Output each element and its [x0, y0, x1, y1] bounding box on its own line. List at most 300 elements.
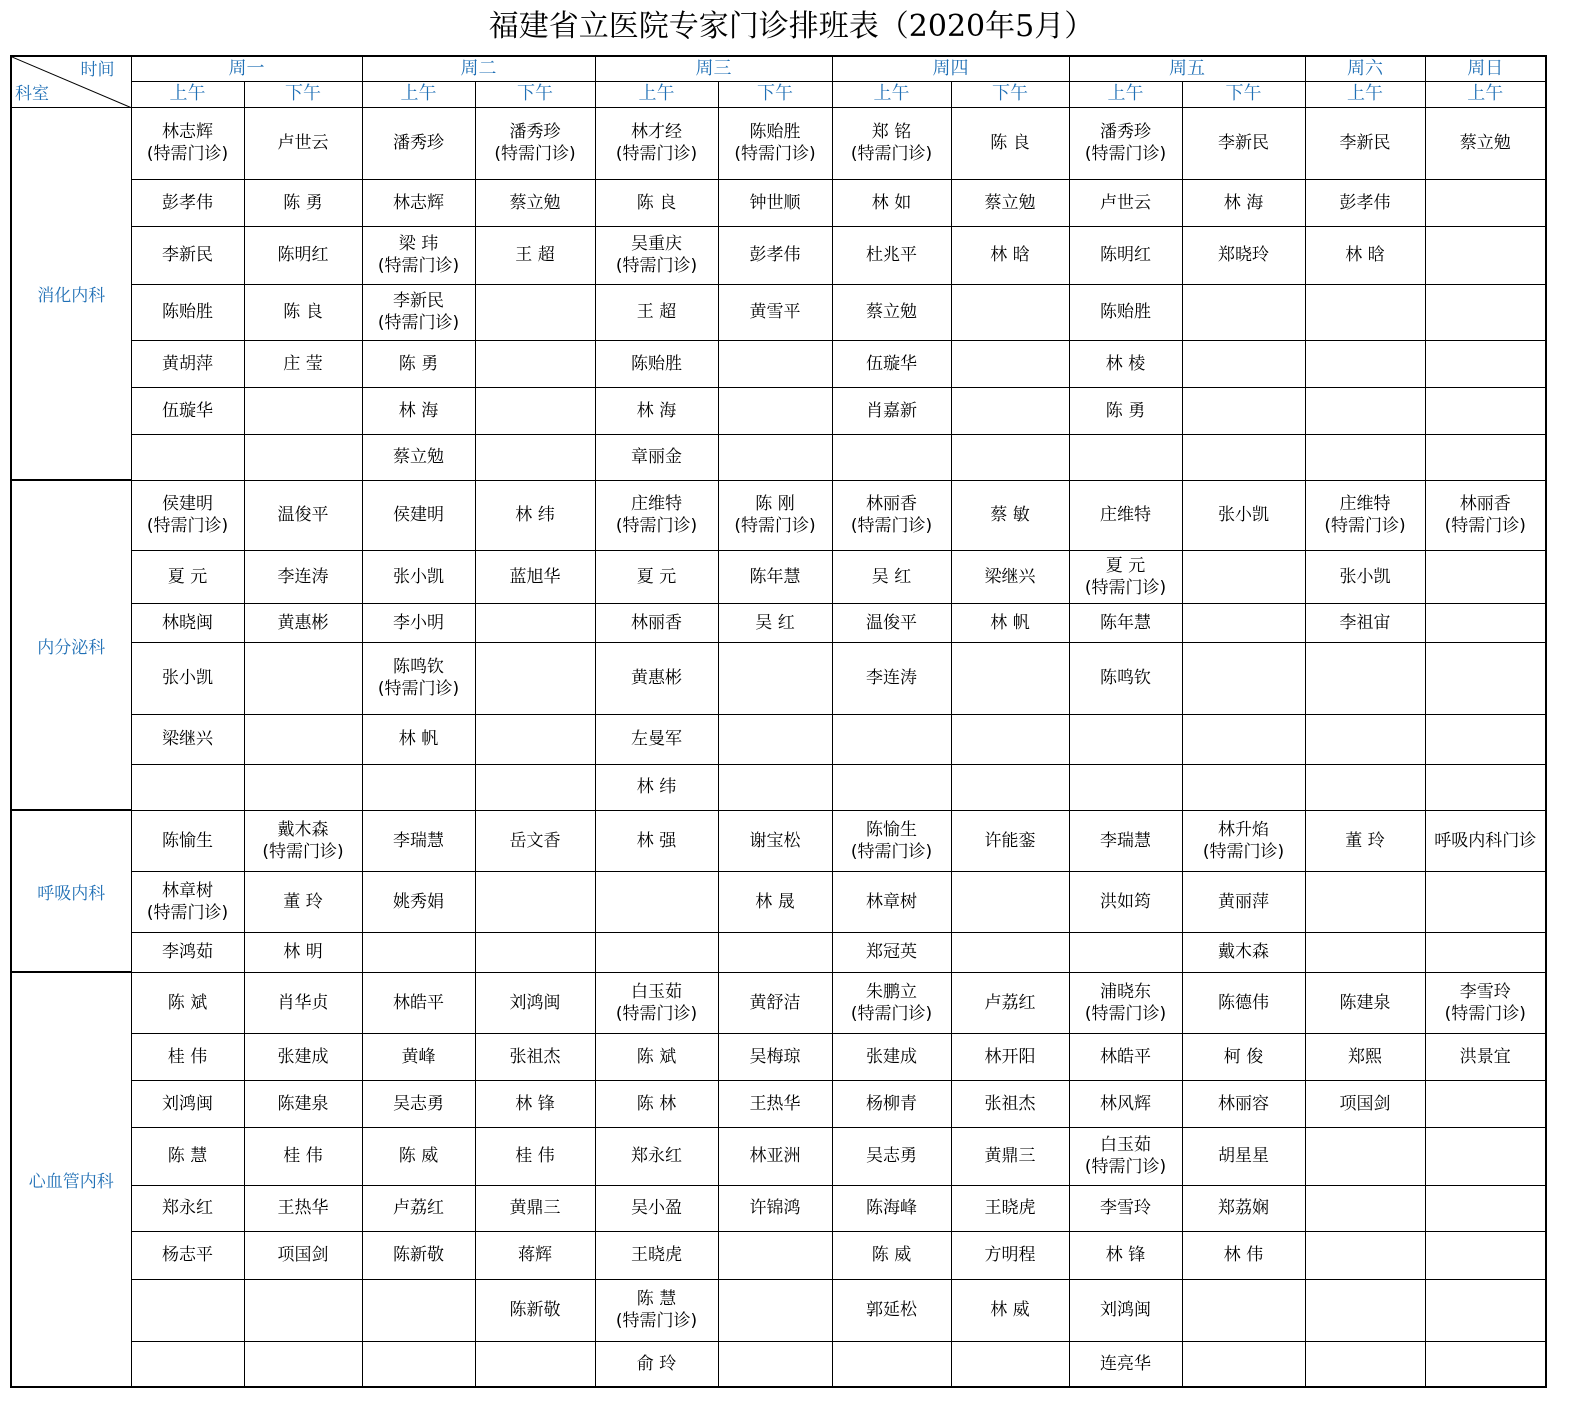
doctor-cell [1305, 1341, 1425, 1387]
doctor-cell [718, 480, 832, 550]
doctor-cell: 吴梅琼 [718, 1033, 832, 1080]
special-clinic-note: (特需门诊) [1084, 1157, 1167, 1177]
doctor-cell: 陈 良 [951, 107, 1069, 179]
doctor-cell [1425, 550, 1546, 603]
doctor-cell [1305, 1185, 1425, 1231]
special-clinic-note: (特需门诊) [146, 902, 229, 923]
doctor-cell: 张建成 [832, 1033, 951, 1080]
doctor-cell [951, 714, 1069, 764]
doctor-cell: 林章树 [832, 871, 951, 932]
schedule-row [11, 284, 1546, 340]
doctor-cell [1069, 107, 1182, 179]
doctor-cell [1182, 1279, 1305, 1341]
doctor-name: 郑 铭 [871, 122, 912, 142]
schedule-row [11, 1341, 1546, 1387]
doctor-cell: 李新民 [1182, 107, 1305, 179]
doctor-cell: 陈新敬 [475, 1279, 595, 1341]
doctor-cell: 林 纬 [475, 480, 595, 550]
doctor-cell: 张小凯 [1305, 550, 1425, 603]
doctor-cell: 郑熙 [1305, 1033, 1425, 1080]
schedule-row [11, 226, 1546, 284]
doctor-cell [362, 284, 475, 340]
doctor-cell [1182, 714, 1305, 764]
doctor-cell: 林丽容 [1182, 1080, 1305, 1127]
doctor-cell [951, 932, 1069, 972]
doctor-cell: 李新民 [131, 226, 244, 284]
doctor-name: 白玉茹 [631, 981, 682, 1002]
doctor-cell: 陈 威 [362, 1127, 475, 1185]
day-header: 周五 [1069, 56, 1305, 81]
doctor-cell: 林丽香 [595, 603, 718, 642]
doctor-cell [1305, 284, 1425, 340]
doctor-cell [362, 226, 475, 284]
doctor-name: 侯建明 [162, 494, 213, 514]
doctor-cell: 陈年慧 [718, 550, 832, 603]
doctor-cell [1425, 1127, 1546, 1185]
doctor-cell: 林 海 [595, 387, 718, 434]
doctor-cell: 方明程 [951, 1231, 1069, 1279]
doctor-cell: 夏 元 [595, 550, 718, 603]
department-name: 心血管内科 [11, 972, 131, 1387]
doctor-cell: 蔡立勉 [1425, 107, 1546, 179]
doctor-cell: 林晓闽 [131, 603, 244, 642]
doctor-cell: 林 帆 [951, 603, 1069, 642]
doctor-cell [595, 932, 718, 972]
doctor-name: 戴木森 [277, 819, 329, 840]
department-name: 呼吸内科 [11, 810, 131, 972]
schedule-row [11, 1231, 1546, 1279]
doctor-cell [1182, 642, 1305, 714]
day-header: 周二 [362, 56, 595, 81]
doctor-cell: 梁继兴 [131, 714, 244, 764]
doctor-cell [595, 107, 718, 179]
doctor-cell: 陈 勇 [1069, 387, 1182, 434]
doctor-cell: 王晓虎 [951, 1185, 1069, 1231]
schedule-row [11, 1033, 1546, 1080]
doctor-cell: 柯 俊 [1182, 1033, 1305, 1080]
doctor-cell [832, 107, 951, 179]
doctor-cell [1182, 284, 1305, 340]
doctor-cell: 吴志勇 [832, 1127, 951, 1185]
doctor-cell [1425, 764, 1546, 810]
doctor-cell [718, 714, 832, 764]
special-clinic-note: (特需门诊) [615, 1003, 698, 1024]
doctor-cell: 桂 伟 [475, 1127, 595, 1185]
doctor-cell [475, 387, 595, 434]
doctor-cell [1069, 1127, 1182, 1185]
doctor-cell [362, 764, 475, 810]
doctor-name: 夏 元 [1105, 555, 1146, 576]
doctor-cell: 蓝旭华 [475, 550, 595, 603]
doctor-cell [1425, 1080, 1546, 1127]
doctor-cell: 陈 良 [244, 284, 362, 340]
doctor-cell: 陈建泉 [244, 1080, 362, 1127]
doctor-cell [718, 932, 832, 972]
doctor-cell: 陈 慧 [131, 1127, 244, 1185]
doctor-cell: 李瑞慧 [1069, 810, 1182, 871]
day-header: 周四 [832, 56, 1069, 81]
day-header: 周三 [595, 56, 832, 81]
doctor-cell [475, 340, 595, 387]
doctor-cell: 郑冠英 [832, 932, 951, 972]
doctor-cell [362, 1279, 475, 1341]
doctor-cell [1425, 284, 1546, 340]
doctor-cell [244, 434, 362, 480]
doctor-cell [1182, 1341, 1305, 1387]
doctor-cell: 黄惠彬 [595, 642, 718, 714]
doctor-cell: 李瑞慧 [362, 810, 475, 871]
doctor-cell [718, 1341, 832, 1387]
special-clinic-note: (特需门诊) [1444, 516, 1526, 536]
doctor-cell: 李连涛 [832, 642, 951, 714]
doctor-cell: 林 纬 [595, 764, 718, 810]
doctor-cell: 郑荔娴 [1182, 1185, 1305, 1231]
doctor-name: 林丽香 [1459, 494, 1511, 514]
doctor-cell: 陈 林 [595, 1080, 718, 1127]
doctor-cell [595, 1279, 718, 1341]
doctor-cell: 郑永红 [131, 1185, 244, 1231]
doctor-cell [244, 1341, 362, 1387]
doctor-cell [131, 1279, 244, 1341]
doctor-cell [1425, 1185, 1546, 1231]
doctor-cell: 卢荔红 [951, 972, 1069, 1033]
doctor-cell: 陈 勇 [362, 340, 475, 387]
doctor-cell: 林 锋 [475, 1080, 595, 1127]
doctor-cell [131, 480, 244, 550]
doctor-cell [1182, 603, 1305, 642]
doctor-cell: 桂 伟 [131, 1033, 244, 1080]
doctor-cell: 蔡立勉 [362, 434, 475, 480]
doctor-cell: 黄鼎三 [475, 1185, 595, 1231]
doctor-cell [832, 434, 951, 480]
doctor-cell [718, 340, 832, 387]
doctor-cell: 杨柳青 [832, 1080, 951, 1127]
doctor-cell [475, 434, 595, 480]
special-clinic-note: (特需门诊) [850, 144, 933, 164]
doctor-name: 林章树 [162, 880, 213, 901]
doctor-cell: 温俊平 [832, 603, 951, 642]
doctor-cell: 李祖宙 [1305, 603, 1425, 642]
afternoon-header: 下午 [1182, 81, 1305, 107]
special-clinic-note: (特需门诊) [494, 144, 576, 164]
doctor-cell [1069, 972, 1182, 1033]
doctor-cell: 蔡立勉 [951, 179, 1069, 226]
department-name: 消化内科 [11, 107, 131, 480]
day-header: 周一 [131, 56, 362, 81]
special-clinic-note: (特需门诊) [377, 679, 460, 699]
doctor-cell: 林 强 [595, 810, 718, 871]
doctor-cell: 吴 红 [718, 603, 832, 642]
doctor-cell [951, 871, 1069, 932]
doctor-cell [131, 764, 244, 810]
doctor-cell: 侯建明 [362, 480, 475, 550]
schedule-row [11, 871, 1546, 932]
special-clinic-note: (特需门诊) [1084, 144, 1167, 164]
doctor-cell: 蔡立勉 [832, 284, 951, 340]
doctor-cell [1425, 1231, 1546, 1279]
header-corner [11, 56, 131, 107]
doctor-cell [595, 226, 718, 284]
doctor-cell: 谢宝松 [718, 810, 832, 871]
doctor-cell: 黄峰 [362, 1033, 475, 1080]
doctor-cell [1305, 387, 1425, 434]
doctor-cell: 林 棱 [1069, 340, 1182, 387]
doctor-cell [595, 871, 718, 932]
doctor-name: 潘秀珍 [1100, 122, 1151, 142]
doctor-cell [475, 1341, 595, 1387]
doctor-cell: 林志辉 [362, 179, 475, 226]
doctor-cell: 洪如筠 [1069, 871, 1182, 932]
doctor-cell: 黄雪平 [718, 284, 832, 340]
doctor-cell [1069, 550, 1182, 603]
doctor-cell [1425, 642, 1546, 714]
morning-header: 上午 [1305, 81, 1425, 107]
doctor-cell [951, 387, 1069, 434]
doctor-cell: 钟世顺 [718, 179, 832, 226]
doctor-name: 陈 慧 [636, 1289, 677, 1309]
doctor-cell: 张建成 [244, 1033, 362, 1080]
doctor-cell [475, 871, 595, 932]
doctor-cell: 张小凯 [131, 642, 244, 714]
doctor-cell: 林皓平 [362, 972, 475, 1033]
doctor-cell [1182, 550, 1305, 603]
schedule-row [11, 642, 1546, 714]
doctor-cell [244, 387, 362, 434]
doctor-cell: 许锦鸿 [718, 1185, 832, 1231]
doctor-cell [131, 107, 244, 179]
doctor-cell [1305, 642, 1425, 714]
doctor-name: 潘秀珍 [509, 122, 561, 142]
doctor-cell: 陈贻胜 [131, 284, 244, 340]
doctor-cell [1425, 871, 1546, 932]
doctor-cell [951, 1341, 1069, 1387]
doctor-cell [718, 387, 832, 434]
doctor-cell: 卢荔红 [362, 1185, 475, 1231]
doctor-cell: 卢世云 [1069, 179, 1182, 226]
special-clinic-note: (特需门诊) [850, 516, 933, 536]
special-clinic-note: (特需门诊) [262, 841, 344, 862]
doctor-cell: 陈愉生 [131, 810, 244, 871]
day-header: 周日 [1425, 56, 1546, 81]
doctor-name: 陈 刚 [755, 494, 795, 514]
doctor-cell: 肖华贞 [244, 972, 362, 1033]
doctor-cell: 蒋辉 [475, 1231, 595, 1279]
doctor-cell [595, 480, 718, 550]
schedule-row [11, 340, 1546, 387]
doctor-cell [244, 714, 362, 764]
afternoon-header: 下午 [475, 81, 595, 107]
doctor-cell [595, 972, 718, 1033]
doctor-cell [475, 642, 595, 714]
department-name: 内分泌科 [11, 480, 131, 810]
special-clinic-note: (特需门诊) [146, 144, 229, 164]
doctor-cell: 黄鼎三 [951, 1127, 1069, 1185]
doctor-cell [475, 603, 595, 642]
doctor-cell: 林 如 [832, 179, 951, 226]
doctor-cell [131, 434, 244, 480]
schedule-row [11, 434, 1546, 480]
special-clinic-note: (特需门诊) [615, 256, 698, 276]
doctor-cell [832, 1341, 951, 1387]
doctor-cell: 杨志平 [131, 1231, 244, 1279]
doctor-cell: 李雪玲 [1069, 1185, 1182, 1231]
doctor-cell: 刘鸿闽 [1069, 1279, 1182, 1341]
page-title: 福建省立医院专家门诊排班表（2020年5月） [488, 9, 1095, 44]
doctor-name: 梁 玮 [398, 234, 439, 254]
doctor-cell: 陈明红 [244, 226, 362, 284]
doctor-cell [1305, 714, 1425, 764]
doctor-cell [1425, 972, 1546, 1033]
doctor-cell: 洪景宜 [1425, 1033, 1546, 1080]
doctor-cell: 林开阳 [951, 1033, 1069, 1080]
doctor-name: 朱鹏立 [866, 981, 917, 1002]
doctor-cell: 彭孝伟 [131, 179, 244, 226]
doctor-cell [1182, 434, 1305, 480]
header-day-row [11, 56, 1546, 81]
doctor-cell: 黄惠彬 [244, 603, 362, 642]
header-half-row [11, 81, 1546, 107]
doctor-cell: 彭孝伟 [718, 226, 832, 284]
doctor-cell: 陈新敬 [362, 1231, 475, 1279]
schedule-row [11, 714, 1546, 764]
doctor-cell: 郑晓玲 [1182, 226, 1305, 284]
doctor-cell: 项国剑 [1305, 1080, 1425, 1127]
doctor-cell [718, 107, 832, 179]
doctor-cell: 王 超 [475, 226, 595, 284]
schedule-row [11, 603, 1546, 642]
doctor-cell: 陈 斌 [131, 972, 244, 1033]
afternoon-header: 下午 [244, 81, 362, 107]
special-clinic-note: (特需门诊) [1324, 516, 1406, 536]
doctor-cell: 连亮华 [1069, 1341, 1182, 1387]
dept-label: 科室 [15, 83, 49, 104]
doctor-cell: 林 晗 [951, 226, 1069, 284]
doctor-name: 林丽香 [866, 494, 917, 514]
doctor-cell: 林皓平 [1069, 1033, 1182, 1080]
doctor-cell [131, 871, 244, 932]
doctor-cell [951, 340, 1069, 387]
doctor-cell [1425, 387, 1546, 434]
doctor-cell [1425, 603, 1546, 642]
doctor-cell: 林 明 [244, 932, 362, 972]
doctor-cell [1069, 434, 1182, 480]
doctor-cell [475, 764, 595, 810]
doctor-cell: 陈海峰 [832, 1185, 951, 1231]
doctor-cell [832, 810, 951, 871]
doctor-cell [1425, 179, 1546, 226]
doctor-cell [244, 810, 362, 871]
doctor-name: 陈愉生 [866, 819, 917, 840]
doctor-cell: 陈贻胜 [1069, 284, 1182, 340]
doctor-cell [832, 764, 951, 810]
doctor-cell [244, 764, 362, 810]
doctor-name: 陈鸣钦 [393, 657, 444, 677]
doctor-name: 林才经 [631, 122, 682, 142]
special-clinic-note: (特需门诊) [850, 1003, 933, 1024]
schedule-row [11, 550, 1546, 603]
doctor-cell: 伍璇华 [131, 387, 244, 434]
doctor-cell [1425, 714, 1546, 764]
doctor-cell: 黄丽萍 [1182, 871, 1305, 932]
doctor-cell: 项国剑 [244, 1231, 362, 1279]
doctor-cell: 胡星星 [1182, 1127, 1305, 1185]
doctor-cell [1305, 480, 1425, 550]
time-label: 时间 [80, 60, 115, 80]
schedule-row [11, 1185, 1546, 1231]
doctor-cell: 俞 玲 [595, 1341, 718, 1387]
schedule-row [11, 387, 1546, 434]
doctor-cell: 夏 元 [131, 550, 244, 603]
doctor-cell: 陈 斌 [595, 1033, 718, 1080]
doctor-cell: 吴小盈 [595, 1185, 718, 1231]
doctor-cell [832, 714, 951, 764]
morning-header: 上午 [131, 81, 244, 107]
doctor-cell: 刘鸿闽 [475, 972, 595, 1033]
doctor-cell: 卢世云 [244, 107, 362, 179]
morning-header: 上午 [1069, 81, 1182, 107]
doctor-cell [718, 764, 832, 810]
doctor-cell: 林 威 [951, 1279, 1069, 1341]
doctor-cell: 蔡 敏 [951, 480, 1069, 550]
doctor-cell [362, 1341, 475, 1387]
special-clinic-note: (特需门诊) [850, 841, 933, 862]
doctor-cell [475, 107, 595, 179]
afternoon-header: 下午 [951, 81, 1069, 107]
doctor-cell [362, 932, 475, 972]
doctor-cell: 董 玲 [1305, 810, 1425, 871]
special-clinic-note: (特需门诊) [1444, 1003, 1526, 1024]
doctor-cell [832, 480, 951, 550]
doctor-cell: 林风辉 [1069, 1080, 1182, 1127]
doctor-cell [1182, 340, 1305, 387]
doctor-cell: 林 锋 [1069, 1231, 1182, 1279]
doctor-name: 陈贻胜 [749, 122, 801, 142]
schedule-row [11, 107, 1546, 179]
schedule-row [11, 1127, 1546, 1185]
doctor-cell [1425, 434, 1546, 480]
doctor-cell: 陈明红 [1069, 226, 1182, 284]
doctor-cell: 蔡立勉 [475, 179, 595, 226]
doctor-cell: 陈德伟 [1182, 972, 1305, 1033]
doctor-cell: 章丽金 [595, 434, 718, 480]
special-clinic-note: (特需门诊) [146, 516, 229, 536]
doctor-name: 林升焰 [1218, 819, 1269, 840]
doctor-name: 李雪玲 [1459, 981, 1511, 1002]
doctor-cell [718, 1279, 832, 1341]
doctor-cell [244, 642, 362, 714]
doctor-cell: 李连涛 [244, 550, 362, 603]
doctor-cell [1425, 226, 1546, 284]
doctor-cell [1305, 434, 1425, 480]
special-clinic-note: (特需门诊) [377, 256, 460, 276]
doctor-cell: 郑永红 [595, 1127, 718, 1185]
doctor-name: 白玉茹 [1100, 1135, 1151, 1155]
doctor-cell [1425, 932, 1546, 972]
doctor-cell: 陈 良 [595, 179, 718, 226]
doctor-cell: 林 晟 [718, 871, 832, 932]
doctor-cell: 姚秀娟 [362, 871, 475, 932]
schedule-row [11, 972, 1546, 1033]
doctor-cell [244, 1279, 362, 1341]
doctor-cell [1425, 1279, 1546, 1341]
doctor-cell: 杜兆平 [832, 226, 951, 284]
doctor-cell [1069, 764, 1182, 810]
special-clinic-note: (特需门诊) [734, 144, 816, 164]
doctor-cell [1069, 932, 1182, 972]
doctor-cell [1305, 932, 1425, 972]
day-header: 周六 [1305, 56, 1425, 81]
doctor-cell [1425, 340, 1546, 387]
